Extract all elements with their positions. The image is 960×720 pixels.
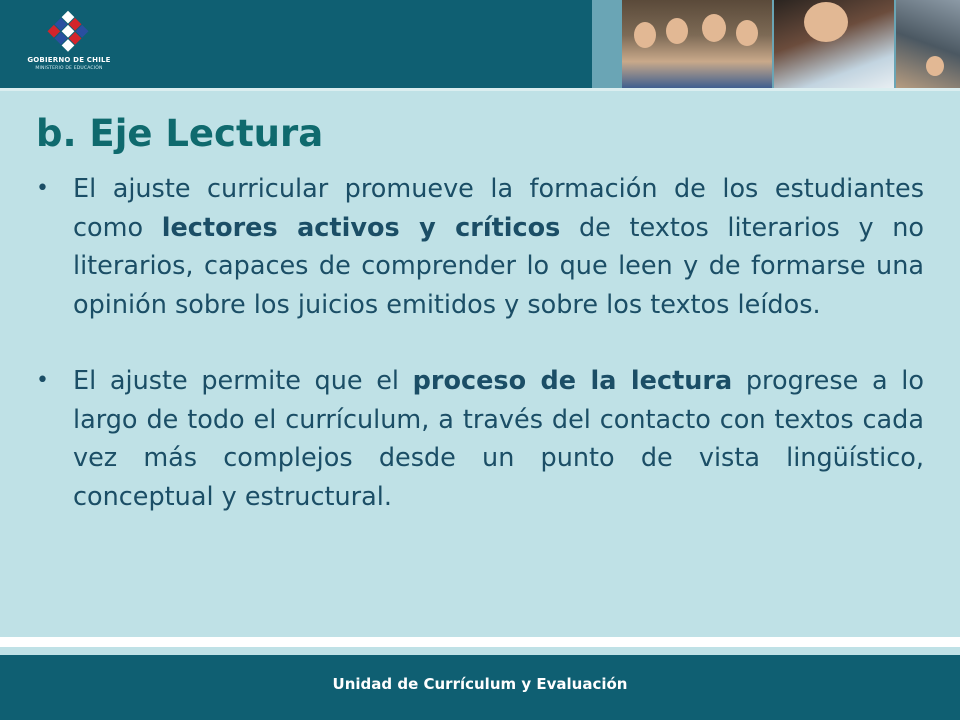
bullet-item: • El ajuste permite que el proceso de la lectura progrese a lo largo de todo el currículum, a través del contacto con textos cada vez más complejos desde un punto de vista lingüístico, conceptual y estructural.	[36, 362, 924, 516]
logo-subtext: MINISTERIO DE EDUCACIÓN	[35, 66, 103, 71]
bullet-item: • El ajuste curricular promueve la formación de los estudiantes como lectores activos y críticos de textos literarios y no literarios, capaces de comprender lo que leen y de formarse una opinión sobre los juicios emitidos y sobre los textos leídos.	[36, 170, 924, 324]
header-photo-collage	[592, 0, 960, 88]
classroom-photo	[896, 0, 960, 88]
footer-divider	[0, 637, 960, 647]
students-photo	[622, 0, 772, 88]
footer-text: Unidad de Currículum y Evaluación	[332, 675, 628, 693]
logo-text: GOBIERNO DE CHILE	[27, 56, 111, 64]
student-writing-photo	[774, 0, 894, 88]
emphasis-text: lectores activos y críticos	[161, 212, 561, 243]
bullet-marker: •	[36, 176, 49, 201]
bullet-list	[36, 170, 924, 554]
emphasis-text: proceso de la lectura	[412, 366, 733, 396]
slide-title: b. Eje Lectura	[36, 112, 324, 155]
header-divider	[0, 88, 960, 91]
bullet-marker: •	[36, 368, 49, 393]
